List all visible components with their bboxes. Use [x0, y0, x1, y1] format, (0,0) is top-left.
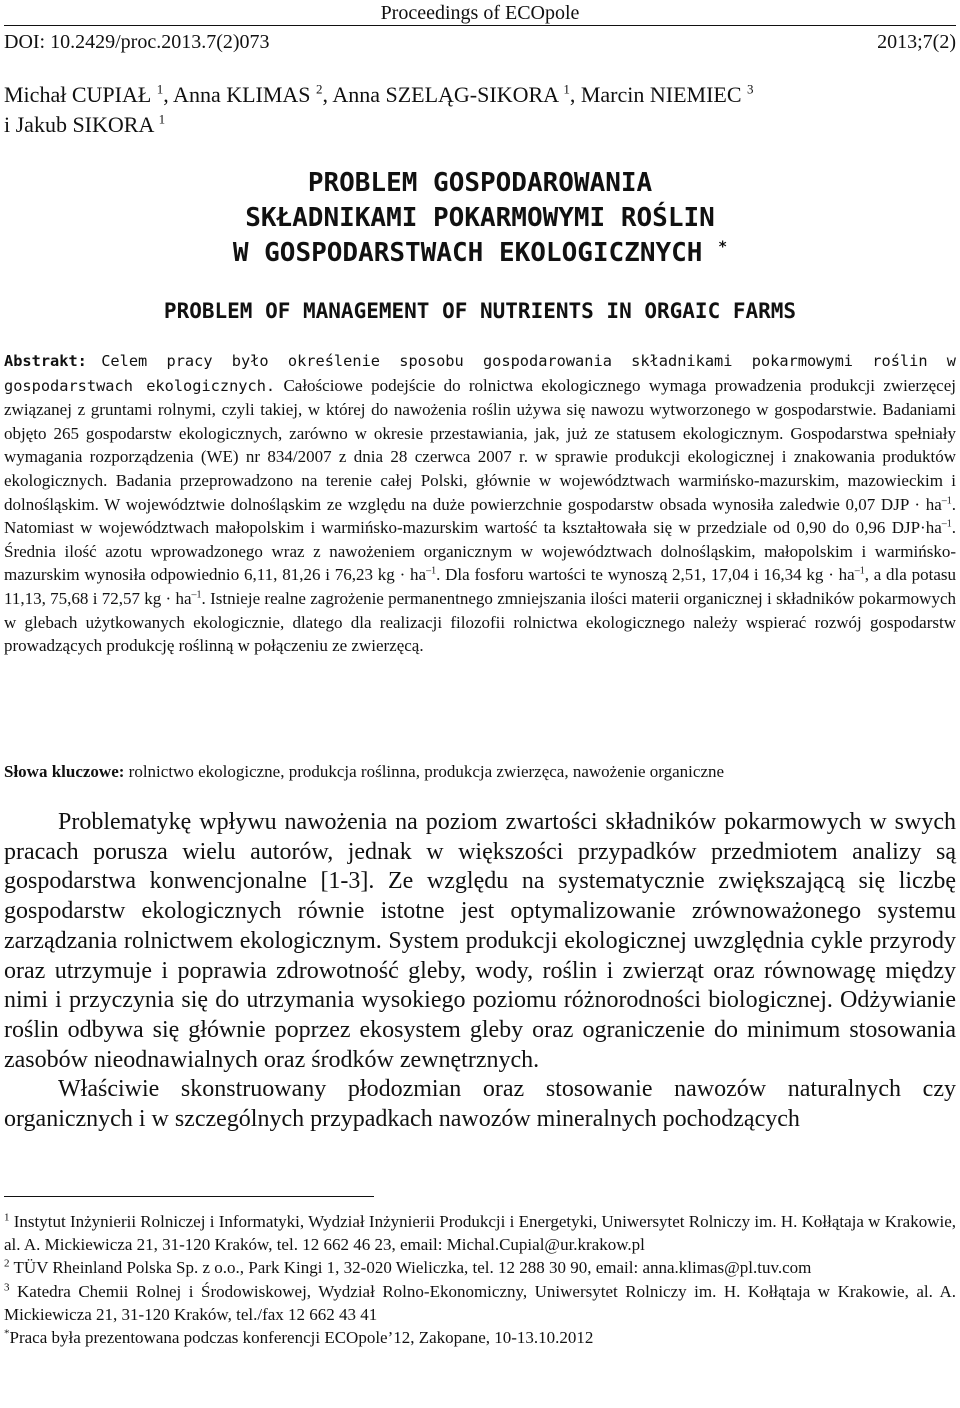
exponent: –1	[941, 494, 952, 506]
exponent: –1	[941, 518, 952, 530]
keywords-text: rolnictwo ekologiczne, produkcja roślinna, produkcja zwierzęca, nawożenie organiczne	[124, 762, 725, 781]
keywords-label: Słowa kluczowe:	[4, 762, 125, 781]
doi-line	[4, 25, 956, 56]
title-polish	[0, 166, 960, 271]
abstract-lead: Celem pracy było określenie sposobu gospodarowania składnikami pokarmowymi roślin w gospodarstwach ekologicznych.	[4, 352, 956, 395]
affiliation-mark: 3	[747, 81, 754, 97]
title-footnote-mark: *	[718, 237, 728, 256]
journal-name: Proceedings of ECOpole	[380, 2, 580, 24]
footnote	[4, 1280, 956, 1326]
author-name: i Jakub SIKORA	[4, 112, 154, 137]
footnote-text: Katedra Chemii Rolnej i Środowiskowej, Wydział Rolno-Ekonomiczny, Uniwersytet Rolniczy im. H. Kołłątaja w Krakowie, al. A. Mickiewicza 21, 31-120 Kraków, tel./fax 12 662 43 41	[4, 1281, 956, 1324]
keywords	[4, 760, 956, 784]
abstract-text: . Średnia ilość azotu wprowadzonego wraz z nawożeniem organicznym w województwach dolnośląskim, małopolskim i warmińsko-mazurskim wynosiła odpowiednio 6,11, 81,26 i 76,23 kg · ha	[4, 518, 956, 585]
footnote-text: Praca była prezentowana podczas konferencji ECOpole’12, Zakopane, 10-13.10.2012	[9, 1328, 594, 1348]
footnote-text: Instytut Inżynierii Rolniczej i Informatyki, Wydział Inżynierii Produkcji i Energetyki, Uniwersytet Rolniczy im. H. Kołłątaja w Krakowie, al. A. Mickiewicza 21, 31-120 Kraków, tel. 12 662 46 23, email: Michal.Cupial@ur.krakow.pl	[4, 1212, 956, 1255]
footnote-mark: *	[4, 1327, 10, 1340]
abstract-text: , a dla potasu 11,13, 75,68 i 72,57 kg · ha	[4, 565, 956, 608]
author-name: Michał CUPIAŁ	[4, 82, 152, 107]
footnote-mark: 2	[4, 1257, 10, 1270]
title-english: PROBLEM OF MANAGEMENT OF NUTRIENTS IN ORGAIC FARMS	[163, 299, 797, 323]
abstract-text: Całościowe podejście do rolnictwa ekologicznego wymaga prowadzenia produkcji zwierzęcej związanej z gruntami rolnymi, czyli takiej, w której do nawożenia roślin używa się nawozu wytworzonego w gospodarstwie. Badaniami objęto 265 gospodarstw ekologicznych, zarówno w okresie przestawiania, jak, już ze statusem ekologicznym. Gospodarstwa spełniały wymagania rozporządzenia (WE) nr 834/2007 z dnia 28 czerwca 2007 r. w sprawie produkcji ekologicznej i znakowania produktów ekologicznych. Badania przeprowadzono na terenie całej Polski, głównie w województwach warmińsko-mazurskim, mazowieckim i dolnośląskim. W województwie dolnośląskim ze względu na duże powierzchnie gospodarstw obsada wynosiła zaledwie 0,07 DJP · ha	[4, 375, 956, 514]
exponent: –1	[854, 565, 865, 577]
title-line: SKŁADNIKAMI POKARMOWYMI ROŚLIN	[245, 203, 715, 233]
footnote-mark: 1	[4, 1211, 10, 1224]
abstract-label: Abstrakt:	[4, 352, 87, 370]
footnote-mark: 3	[4, 1280, 10, 1293]
footnote	[4, 1326, 956, 1349]
body-text	[4, 808, 956, 1135]
affiliation-mark: 1	[158, 111, 166, 127]
footnote-divider	[4, 1196, 374, 1197]
abstract-text: . Natomiast w województwach małopolskim i warmińsko-mazurskim wartość ta kształtowała się w przedziale od 0,90 do 0,96 DJP·ha	[4, 494, 956, 538]
title-line-text: W GOSPODARSTWACH EKOLOGICZNYCH	[232, 238, 703, 268]
doi: DOI: 10.2429/proc.2013.7(2)073	[4, 31, 270, 53]
author-name: , Anna KLIMAS	[163, 82, 311, 107]
author-name: , Anna SZELĄG-SIKORA	[322, 82, 558, 107]
affiliation-mark: 1	[563, 81, 570, 97]
author-list	[4, 80, 956, 140]
exponent: –1	[426, 565, 437, 577]
exponent: –1	[191, 589, 202, 601]
title-line: PROBLEM GOSPODAROWANIA	[307, 168, 653, 198]
abstract	[4, 349, 956, 658]
paragraph: Właściwie skonstruowany płodozmian oraz stosowanie nawozów naturalnych czy organicznych i w szczególnych przypadkach nawozów mineralnych pochodzących	[4, 1076, 956, 1133]
footnotes	[4, 1210, 956, 1349]
title-line	[0, 236, 960, 271]
issue: 2013;7(2)	[877, 31, 956, 53]
footnote-text: TÜV Rheinland Polska Sp. z o.o., Park Kingi 1, 32-020 Wieliczka, tel. 12 288 30 90, email: anna.klimas@pl.tuv.com	[9, 1258, 812, 1278]
author-name: , Marcin NIEMIEC	[569, 82, 742, 107]
paragraph: Problematykę wpływu nawożenia na poziom zwartości składników pokarmowych w swych pracach porusza wielu autorów, jednak w większości przypadków przedmiotem analizy są gospodarstwa konwencjonalne [1-3]. Ze względu na systematycznie zwiększającą się liczbę gospodarstw ekologicznych równie istotne jest optymalizowanie zrównoważonego systemu zarządzania rolnictwem ekologicznym. System produkcji ekologicznej uwzględnia cykle przyrody oraz utrzymuje i poprawia zdrowotność gleby, wody, roślin i zwierząt oraz równowagę między nimi i przyczynia się do utrzymania wysokiego poziomu różnorodności biologicznej. Odżywianie roślin odbywa się głównie poprzez ekosystem gleby oraz ograniczenie do minimum stosowania zasobów nieodnawialnych oraz środków zewnętrznych.	[4, 809, 956, 1073]
abstract-text: . Dla fosforu wartości te wynoszą 2,51, 17,04 i 16,34 kg · ha	[436, 565, 855, 585]
footnote	[4, 1256, 956, 1279]
affiliation-mark: 1	[156, 81, 164, 97]
abstract-text: . Istnieje realne zagrożenie permanentnego zmniejszania ilości materii organicznej i składników pokarmowych w glebach użytkowanych ekologicznie, dlatego dla realizacji filozofii rolnictwa ekologicznego należy wspierać rozwój gospodarstw prowadzących produkcję roślinną w połączeniu ze zwierzęcą.	[4, 588, 956, 656]
footnote	[4, 1210, 956, 1256]
affiliation-mark: 2	[316, 81, 323, 97]
